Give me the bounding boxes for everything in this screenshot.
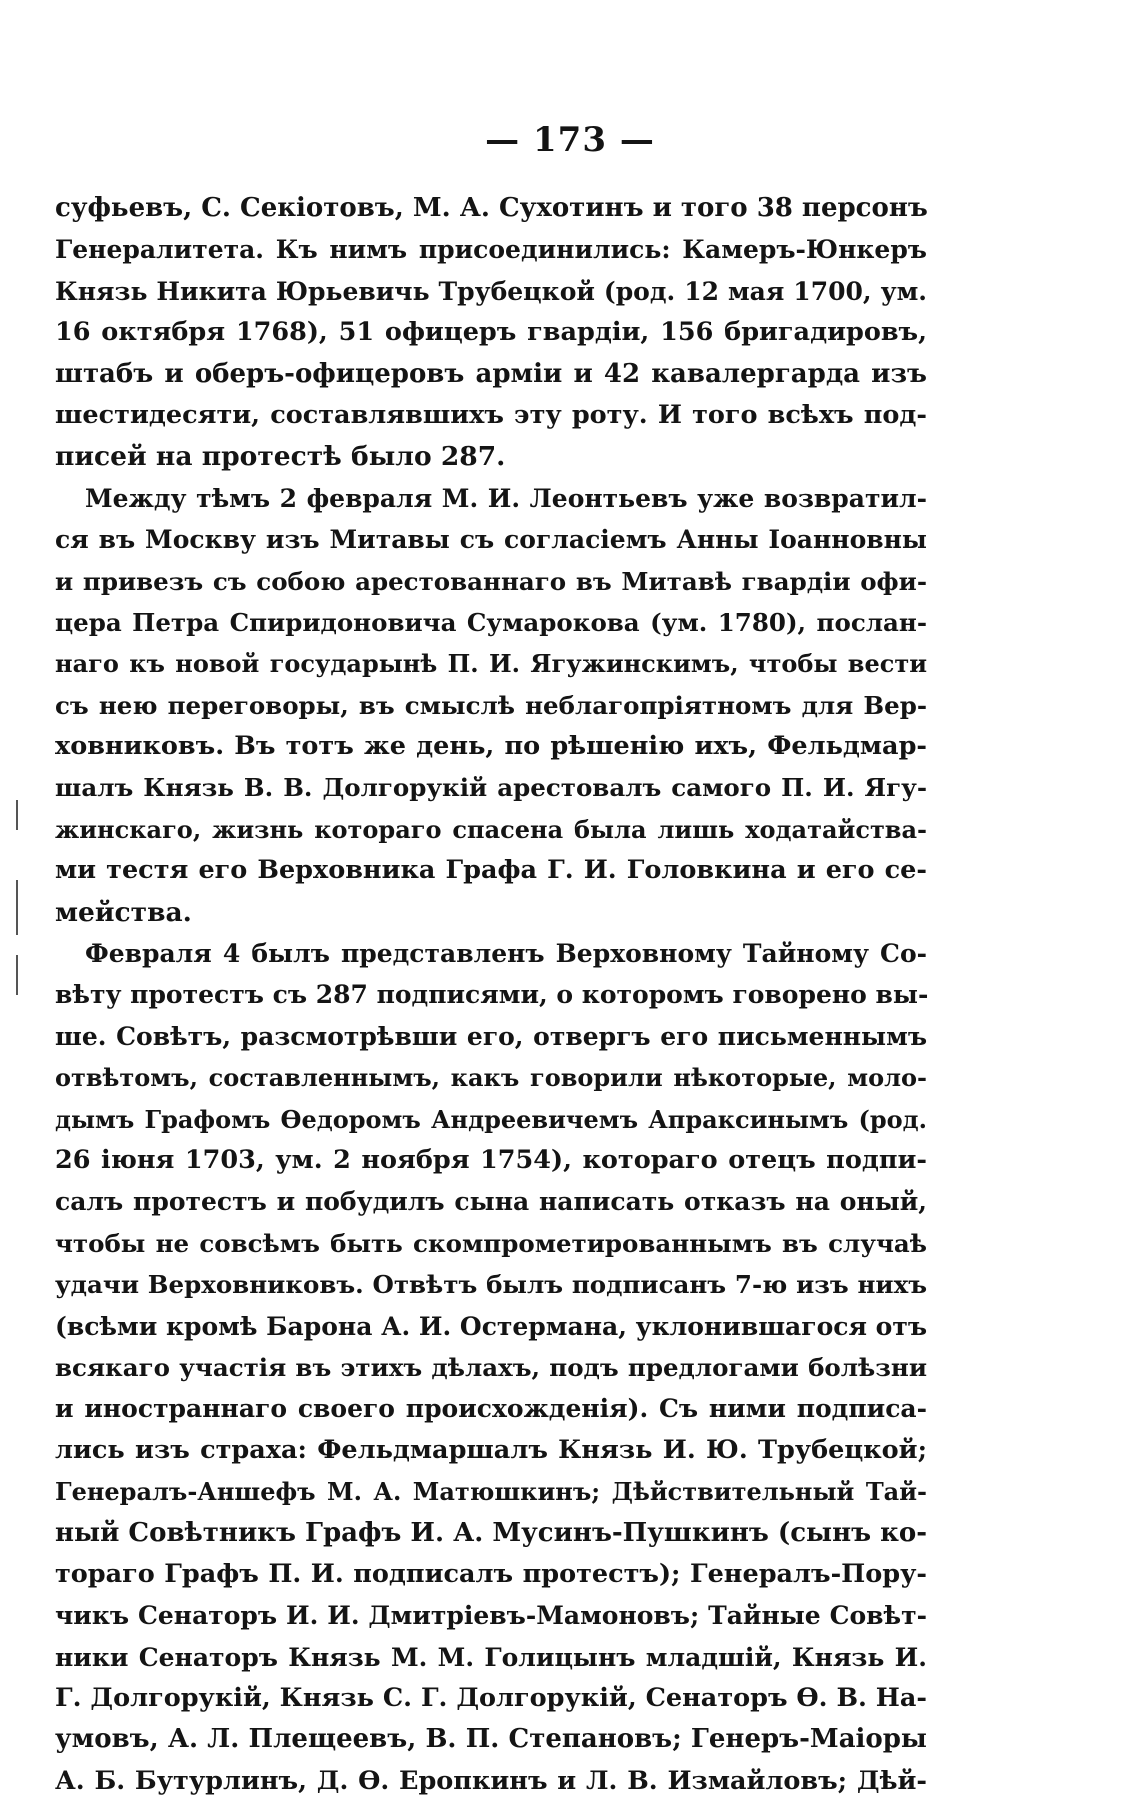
paragraph (55, 188, 927, 478)
text-line: отвѣтомъ, составленнымъ, какъ говорили нѣкоторые, моло- (55, 1063, 927, 1093)
text-line: Между тѣмъ 2 февраля М. И. Леонтьевъ уже возвратил- (85, 483, 927, 513)
margin-mark (16, 800, 18, 830)
margin-mark (16, 880, 18, 935)
text-line: умовъ, А. Л. Плещеевъ, В. П. Степановъ; Генеръ-Маіоры (55, 1724, 927, 1755)
text-line: мейства. (55, 896, 192, 928)
paragraph (55, 478, 927, 933)
page-number: — 173 — (485, 120, 655, 160)
text-line: ше. Совѣтъ, разсмотрѣвши его, отвергъ его письменнымъ (55, 1021, 927, 1051)
text-line: Февраля 4 былъ представленъ Верховному Тайному Со- (85, 939, 927, 969)
text-line: удачи Верховниковъ. Отвѣтъ былъ подписанъ 7-ю изъ нихъ (55, 1270, 927, 1300)
text-line: Генералъ-Аншефъ М. А. Матюшкинъ; Дѣйствительный Тай- (55, 1477, 927, 1507)
text-line: Генералитета. Къ нимъ присоединились: Камеръ-Юнкеръ (55, 235, 927, 265)
text-line: Г. Долгорукій, Князь С. Г. Долгорукій, Сенаторъ Ѳ. В. На- (55, 1683, 927, 1714)
text-line: и иностраннаго своего происхожденія). Съ ними подписа- (55, 1394, 927, 1424)
margin-mark (16, 955, 18, 995)
text-line: всякаго участія въ этихъ дѣлахъ, подъ предлогами болѣзни (55, 1352, 927, 1382)
text-line: и привезъ съ собою арестованнаго въ Митавѣ гвардіи офи- (55, 566, 927, 596)
text-line: цера Петра Спиридоновича Сумарокова (ум. 1780), послан- (55, 607, 927, 637)
text-line: тораго Графъ П. И. подписалъ протестъ); Генералъ-Пору- (55, 1558, 927, 1589)
text-line: 26 іюня 1703, ум. 2 ноября 1754), котораго отецъ подпи- (55, 1144, 927, 1175)
text-line: писей на протестѣ было 287. (55, 441, 506, 473)
text-line: салъ протестъ и побудилъ сына написать отказъ на оный, (55, 1187, 927, 1217)
text-line: ми тестя его Верховника Графа Г. И. Головкина и его се- (55, 855, 927, 886)
text-line: суфьевъ, С. Секіотовъ, М. А. Сухотинъ и того 38 персонъ (55, 193, 928, 223)
text-line: А. Б. Бутурлинъ, Д. Ѳ. Еропкинъ и Л. В. Измайловъ; Дѣй- (55, 1765, 927, 1796)
text-line: лись изъ страха: Фельдмаршалъ Князь И. Ю. Трубецкой; (55, 1434, 927, 1465)
text-line: ники Сенаторъ Князь М. М. Голицынъ младшій, Князь И. (55, 1642, 927, 1672)
text-line: съ нею переговоры, въ смыслѣ неблагопріятномъ для Вер- (55, 690, 927, 720)
text-line: штабъ и оберъ-офицеровъ арміи и 42 кавалергарда изъ (55, 358, 927, 389)
text-line: ся въ Москву изъ Митавы съ согласіемъ Анны Іоанновны (55, 525, 927, 555)
text-line: жинскаго, жизнь котораго спасена была лишь ходатайства- (55, 814, 927, 844)
text-line: 16 октября 1768), 51 офицеръ гвардіи, 156 бригадировъ, (55, 317, 927, 348)
text-line: (всѣми кромѣ Барона А. И. Остермана, уклонившагося отъ (55, 1311, 927, 1341)
paragraph (55, 933, 927, 1802)
text-line: вѣту протестъ съ 287 подписями, о которомъ говорено вы- (55, 980, 929, 1010)
body-text (55, 188, 927, 1802)
text-line: шалъ Князь В. В. Долгорукій арестовалъ самого П. И. Ягу- (55, 773, 927, 803)
text-line: ный Совѣтникъ Графъ И. А. Мусинъ-Пушкинъ (сынъ ко- (55, 1517, 928, 1548)
text-line: шестидесяти, составлявшихъ эту роту. И того всѣхъ под- (55, 399, 927, 430)
text-line: дымъ Графомъ Ѳедоромъ Андреевичемъ Апраксинымъ (род. (55, 1104, 927, 1134)
text-line: чтобы не совсѣмъ быть скомпрометированнымъ въ случаѣ (55, 1228, 927, 1258)
text-line: наго къ новой государынѣ П. И. Ягужинскимъ, чтобы вести (55, 649, 927, 679)
text-line: чикъ Сенаторъ И. И. Дмитріевъ-Мамоновъ; Тайные Совѣт- (55, 1601, 927, 1631)
text-line: Князь Никита Юрьевичь Трубецкой (род. 12 мая 1700, ум. (55, 276, 927, 306)
text-line: ховниковъ. Въ тотъ же день, по рѣшенію ихъ, Фельдмар- (55, 731, 927, 762)
